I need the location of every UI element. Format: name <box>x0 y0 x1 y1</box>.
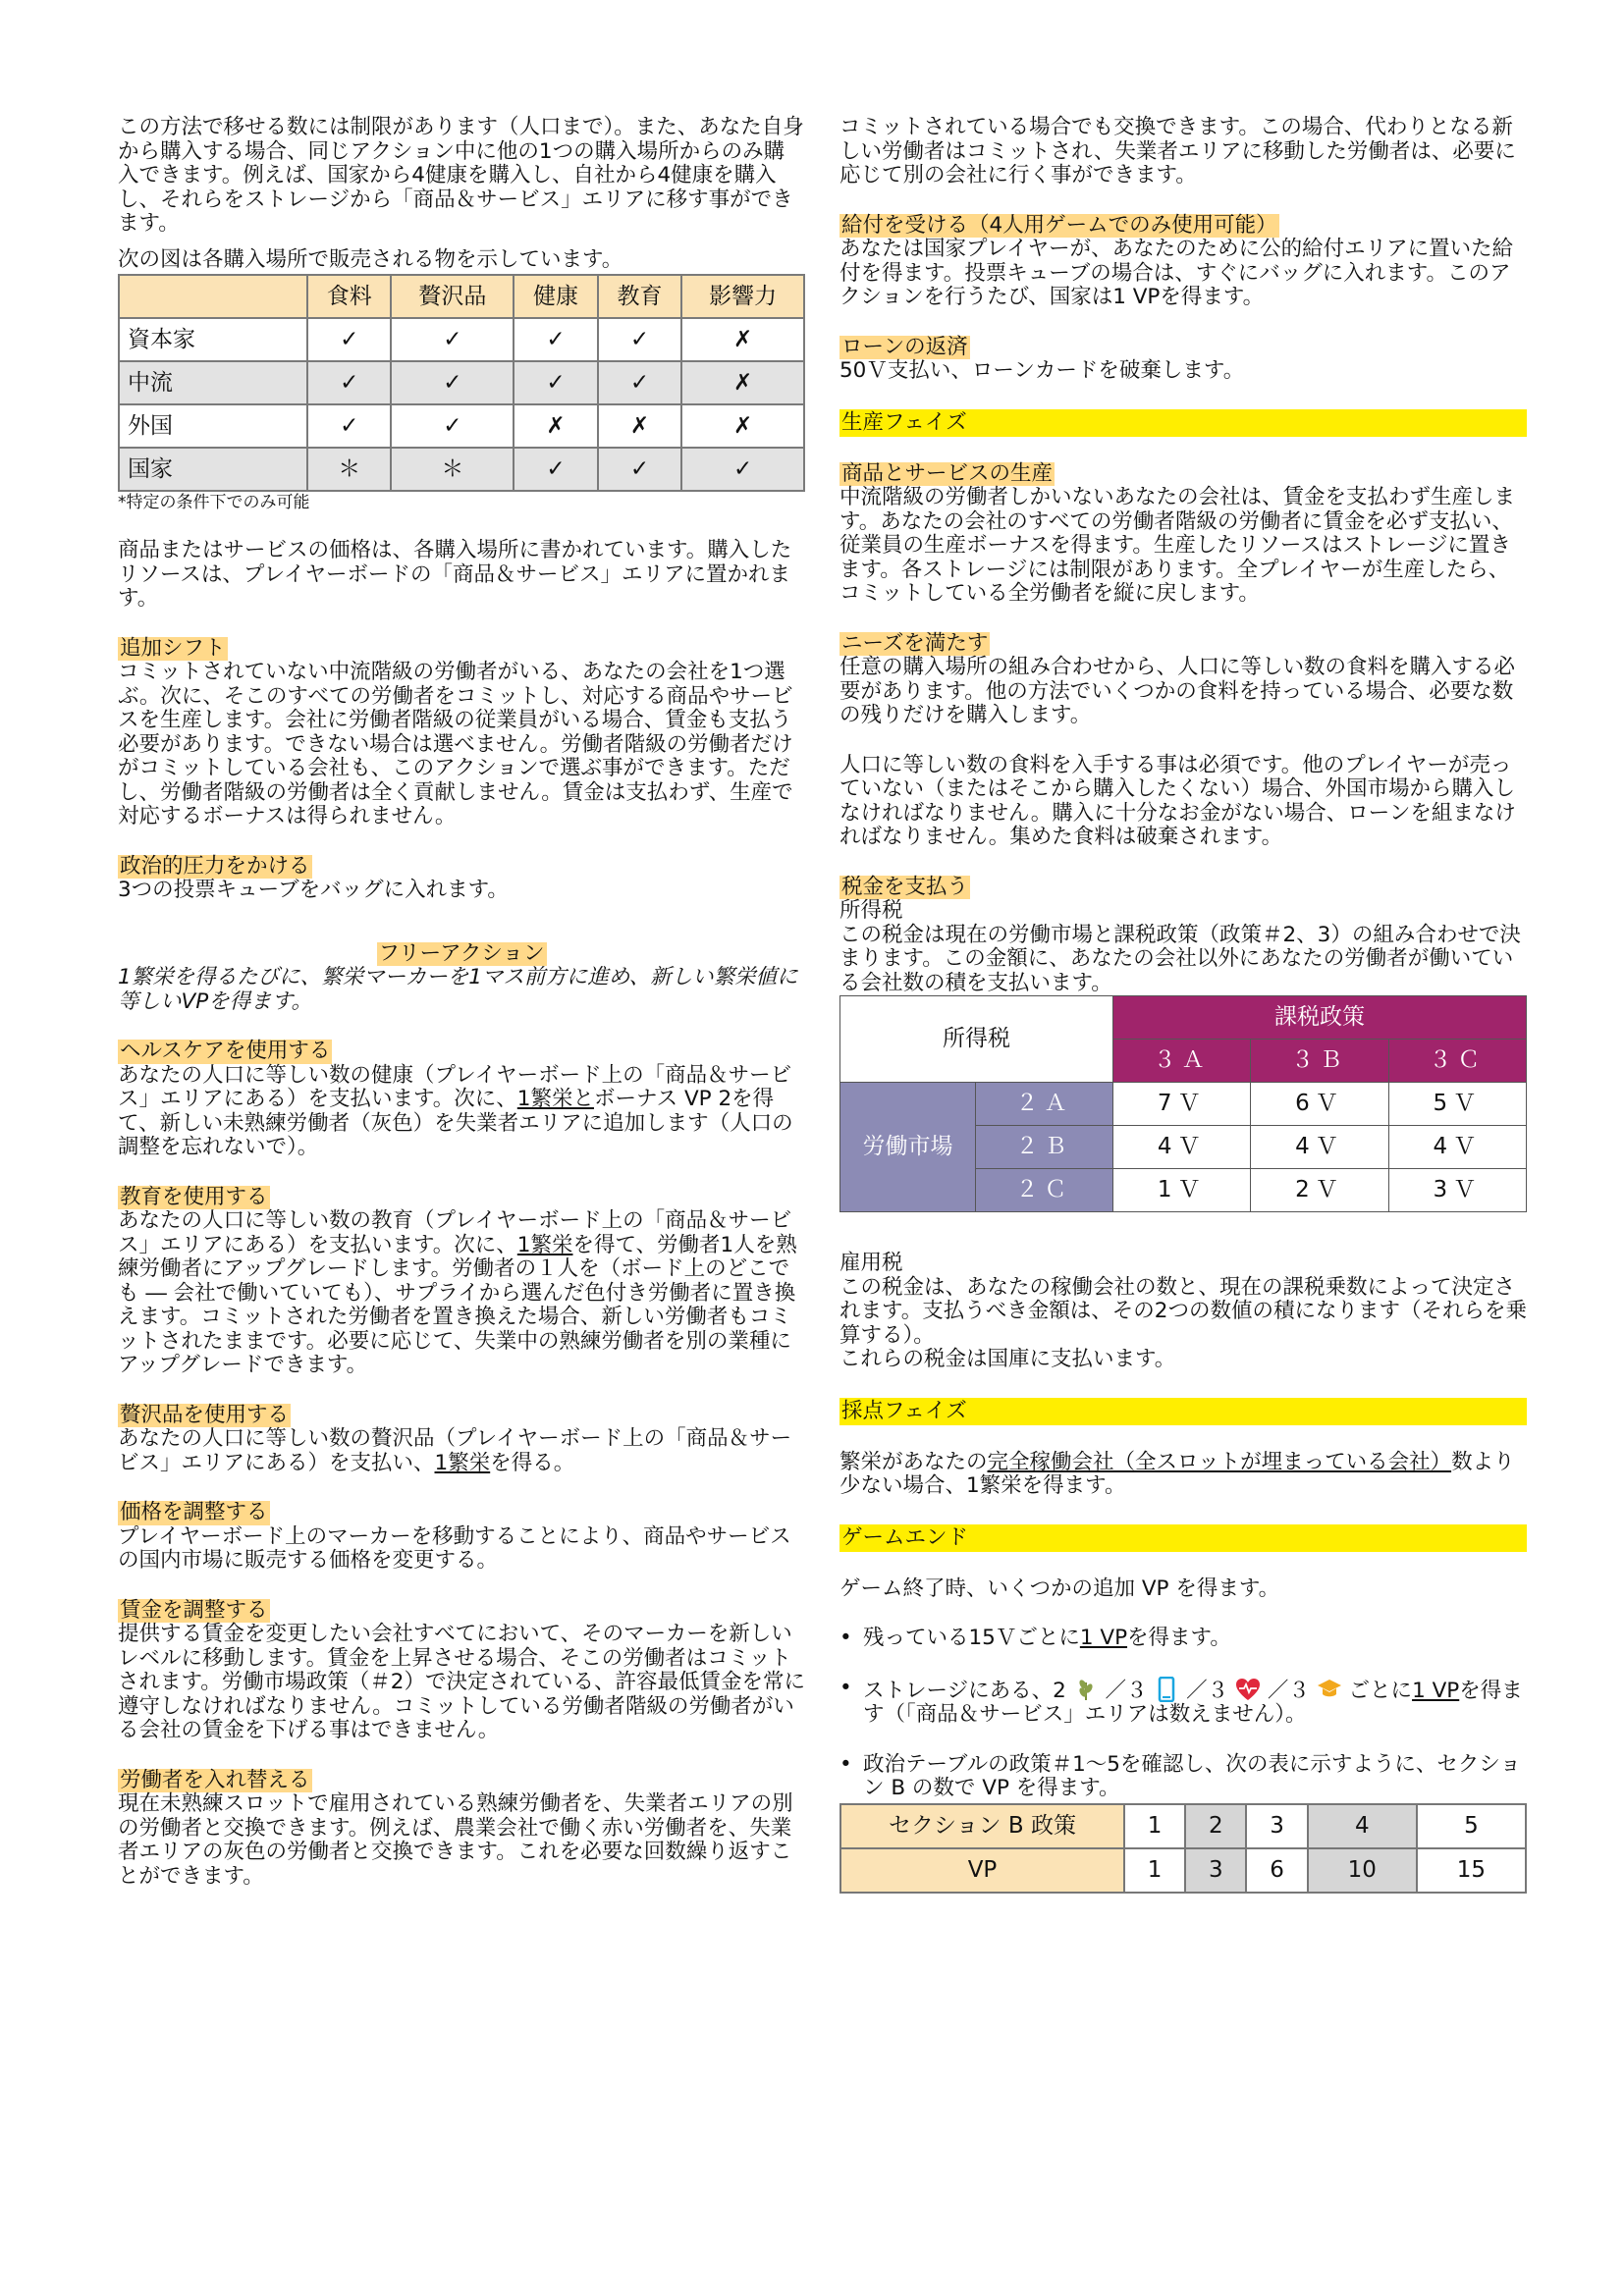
table-cell: ✗ <box>514 404 597 448</box>
healthcare-heading: ヘルスケアを使用する <box>120 1039 331 1063</box>
extra-shift-text: コミットされていない中流階級の労働者がいる、あなたの会社を1つ選ぶ。次に、そこのすべての労働者をコミットし、対応する商品やサービスを生産します。会社に労働者階級の従業員がいる場合、賃金も支払う必要があります。できない場合は選べません。労働者階級の労働者だけがコミットしている会社も、このアクションで選ぶ事ができます。ただし、労働者階級の労働者は全く貢献しません。賃金は支払わず、生産で対応するボーナスは得られません。 <box>118 660 793 828</box>
vp-cell: 6 <box>1246 1848 1307 1893</box>
swap-workers-text: 現在未熟練スロットで雇用されている熟練労働者を、失業者エリアの別の労働者と交換できます。例えば、農業会社で働く赤い労働者を、失業者エリアの灰色の労働者と交換できます。これを必要な回数繰り返すことができます。 <box>118 1791 793 1889</box>
vp-cell: 15 <box>1417 1848 1526 1893</box>
table-cell: ✓ <box>307 318 391 361</box>
goods-header-education: 教育 <box>598 275 681 318</box>
education-heading: 教育を使用する <box>120 1184 268 1209</box>
table-cell: ✓ <box>598 318 681 361</box>
table-cell: ✓ <box>391 361 514 404</box>
table-row <box>119 448 804 491</box>
vp-cell: 1 <box>1124 1804 1185 1848</box>
intro-paragraph: この方法で移せる数には制限があります（人口まで）。また、あなた自身から購入する場合、同じアクション中に他の1つの購入場所からのみ購入できます。例えば、国家から4健康を購入し、自社から4健康を購入し、それらをストレージから「商品＆サービス」エリアに移す事ができます。 <box>118 115 804 236</box>
tax-cell: 3Ｖ <box>1388 1169 1526 1212</box>
tax-cell: 4Ｖ <box>1113 1126 1251 1169</box>
vp-cell: 4 <box>1308 1804 1417 1848</box>
table-footnote: *特定の条件下でのみ可能 <box>118 493 310 512</box>
vp-cell: 3 <box>1246 1804 1307 1848</box>
extra-shift-heading: 追加シフト <box>120 635 226 661</box>
table-row <box>119 318 804 361</box>
treasury-text: これらの税金は国庫に支払います。 <box>839 1347 1176 1371</box>
tax-row-label: ２Ｂ <box>976 1126 1112 1169</box>
table-cell: ＊ <box>391 448 514 491</box>
loan-repay-text: 50Ｖ支払い、ローンカードを破棄します。 <box>839 358 1245 383</box>
row-label: 中流 <box>119 361 307 404</box>
scoring-phase-bar: 採点フェイズ <box>839 1398 1527 1425</box>
political-pressure-text: 3つの投票キューブをバッグに入れます。 <box>118 878 509 902</box>
tax-cell: 6Ｖ <box>1251 1083 1388 1126</box>
table-row <box>840 1848 1526 1893</box>
goods-header-food: 食料 <box>307 275 391 318</box>
list-item: • 残っている15Ｖごとに1 VPを得ます。 <box>839 1626 1231 1650</box>
table-intro: 次の図は各購入場所で販売される物を示しています。 <box>118 246 623 272</box>
vp-cell: 1 <box>1124 1848 1185 1893</box>
table-cell: ✓ <box>307 404 391 448</box>
free-action-heading: フリーアクション <box>378 940 545 966</box>
labor-market-cell <box>840 1083 1113 1212</box>
table-row <box>119 404 804 448</box>
employment-tax-text: この税金は、あなたの稼働会社の数と、現在の課税乗数によって決定されます。支払うべき金額は、その2つの数値の積になります（それらを乗算する）。 <box>839 1274 1527 1348</box>
table-cell: ✓ <box>514 318 597 361</box>
table-row <box>840 1083 1527 1126</box>
goods-header-luxury: 贅沢品 <box>391 275 514 318</box>
table-cell: ✓ <box>514 448 597 491</box>
row-label: 国家 <box>119 448 307 491</box>
table-row <box>840 1804 1526 1848</box>
row-label: 外国 <box>119 404 307 448</box>
income-tax-table <box>839 995 1527 1212</box>
tax-cell: 7Ｖ <box>1113 1083 1251 1126</box>
swap-workers-heading: 労働者を入れ替える <box>120 1767 310 1792</box>
wheat-icon <box>1073 1677 1099 1702</box>
needs-text-1: 任意の購入場所の組み合わせから、人口に等しい数の食料を購入する必要があります。他の方法でいくつかの食料を持っている場合、必要な数の残りだけを購入します。 <box>839 655 1516 727</box>
table-cell: ✓ <box>514 361 597 404</box>
tax-cell: 1Ｖ <box>1113 1169 1251 1212</box>
goods-header-corner <box>119 275 307 318</box>
goods-header-influence: 影響力 <box>681 275 804 318</box>
game-end-bar: ゲームエンド <box>839 1524 1527 1552</box>
table-row <box>119 361 804 404</box>
vp-table <box>839 1803 1527 1894</box>
tax-cell: 2Ｖ <box>1251 1169 1388 1212</box>
purchase-goods-table <box>118 274 805 492</box>
graduation-cap-icon <box>1317 1677 1342 1702</box>
table-cell: ✓ <box>391 318 514 361</box>
tax-col-header: ３Ａ <box>1113 1040 1251 1083</box>
taxes-heading: 税金を支払う <box>841 874 969 899</box>
vp-cell: 10 <box>1308 1848 1417 1893</box>
vp-row-label: セクション B 政策 <box>840 1804 1124 1848</box>
list-item: • ストレージにある、2 ／３ ／３ ／３ ごとに1 VPを得ます（「商品＆サービス」エリアは数えません）。 <box>839 1675 1523 1727</box>
table-cell: ✗ <box>681 318 804 361</box>
benefit-heading: 給付を受ける（4人用ゲームでのみ使用可能） <box>841 212 1277 238</box>
vp-row-label: VP <box>840 1848 1124 1893</box>
tax-policy-header: 課税政策 <box>1113 996 1527 1040</box>
scoring-text: 繁栄があなたの完全稼働会社（全スロットが埋まっている会社）数より少ない場合、1繁栄を得ます。 <box>839 1449 1515 1498</box>
table-cell: ＊ <box>307 448 391 491</box>
vp-cell: 2 <box>1185 1804 1246 1848</box>
phone-icon <box>1154 1677 1179 1702</box>
adjust-wage-text: 提供する賃金を変更したい会社すべてにおいて、そのマーカーを新しいレベルに移動します。賃金を上昇させる場合、そこの労働者はコミットされます。労働市場政策（＃2）で決定されている、許容最低賃金を常に遵守しなければなりません。コミットしている労働者階級の労働者がいる会社の賃金を下げる事はできません。 <box>118 1622 805 1742</box>
tax-col-header: ３Ｂ <box>1251 1040 1388 1083</box>
free-action-text: 1繁栄を得るたびに、繁栄マーカーを1マス前方に進め、新しい繁栄値に等しいVPを得ます。 <box>118 965 798 1014</box>
luxury-text: あなたの人口に等しい数の贅沢品（プレイヤーボード上の「商品＆サービス」エリアにある）を支払い、1繁栄を得る。 <box>118 1426 792 1475</box>
healthcare-text: あなたの人口に等しい数の健康（プレイヤーボード上の「商品＆サービス」エリアにある）を支払います。次に、1繁栄とボーナス VP 2を得て、新しい未熟練労働者（灰色）を失業者エリアに追加します（人口の調整を忘れないで）。 <box>118 1062 793 1159</box>
swap-workers-continued: コミットされている場合でも交換できます。この場合、代わりとなる新しい労働者はコミットされ、失業者エリアに移動した労働者は、必要に応じて別の会社に行く事ができます。 <box>839 115 1516 187</box>
list-item: • 政治テーブルの政策＃1～5を確認し、次の表に示すように、セクション B の数で VP を得ます。 <box>839 1751 1521 1800</box>
table-cell: ✓ <box>598 361 681 404</box>
income-tax-text: この税金は現在の労働市場と課税政策（政策＃2、3）の組み合わせで決まります。この金額に、あなたの会社以外にあなたの労働者が働いている会社数の積を支払います。 <box>839 922 1521 995</box>
right-column <box>839 116 1527 1894</box>
table-cell: ✓ <box>307 361 391 404</box>
political-pressure-heading: 政治的圧力をかける <box>120 853 310 879</box>
vp-cell: 5 <box>1417 1804 1526 1848</box>
table-cell: ✗ <box>598 404 681 448</box>
tax-corner-label: 所得税 <box>840 996 1113 1083</box>
game-end-intro: ゲーム終了時、いくつかの追加 VP を得ます。 <box>839 1575 1280 1601</box>
table-cell: ✓ <box>681 448 804 491</box>
vp-cell: 3 <box>1185 1848 1246 1893</box>
education-text: あなたの人口に等しい数の教育（プレイヤーボード上の「商品＆サービス」エリアにある）を支払います。次に、1繁栄を得て、労働者1人を熟練労働者にアップグレードします。労働者の１人を（ボード上のどこでも ― 会社で働いていても）、サプライから選んだ色付き労働者に置き換えます。コミットされた労働者を置き換えた場合、新しい労働者もコミットされたままです。必要に応じて、失業中の熟練労働者を別の業種にアップグレードできます。 <box>118 1208 797 1377</box>
table-cell: ✓ <box>391 404 514 448</box>
tax-cell: 4Ｖ <box>1388 1126 1526 1169</box>
loan-repay-heading: ローンの返済 <box>841 334 968 359</box>
production-heading: 商品とサービスの生産 <box>841 460 1054 486</box>
tax-row-label: ２Ａ <box>976 1083 1112 1126</box>
table-cell: ✓ <box>598 448 681 491</box>
needs-heading: ニーズを満たす <box>841 630 989 656</box>
luxury-heading: 贅沢品を使用する <box>120 1402 290 1427</box>
adjust-wage-heading: 賃金を調整する <box>120 1597 268 1623</box>
needs-text-2: 人口に等しい数の食料を入手する事は必須です。他のプレイヤーが売っていない（またはそこから購入したくない）場合、外国市場から購入しなければなりません。購入に十分なお金がない場合、ローンを組まなければなりません。集めた食料は破棄されます。 <box>839 752 1516 849</box>
tax-col-header: ３Ｃ <box>1388 1040 1526 1083</box>
production-phase-bar: 生産フェイズ <box>839 409 1527 437</box>
labor-market-label: 労働市場 <box>840 1083 976 1211</box>
tax-cell: 5Ｖ <box>1388 1083 1526 1126</box>
benefit-text: あなたは国家プレイヤーが、あなたのために公的給付エリアに置いた給付を得ます。投票キューブの場合は、すぐにバッグに入れます。このアクションを行うたび、国家は1 VPを得ます。 <box>839 237 1514 309</box>
price-paragraph: 商品またはサービスの価格は、各購入場所に書かれています。購入したリソースは、プレイヤーボードの「商品＆サービス」エリアに置かれます。 <box>118 538 792 611</box>
income-tax-subheading: 所得税 <box>839 898 903 923</box>
adjust-price-text: プレイヤーボード上のマーカーを移動することにより、商品やサービスの国内市場に販売する価格を変更する。 <box>118 1523 791 1573</box>
left-column <box>118 116 805 1889</box>
table-cell: ✗ <box>681 361 804 404</box>
row-label: 資本家 <box>119 318 307 361</box>
heart-icon <box>1235 1677 1261 1702</box>
employment-tax-subheading: 雇用税 <box>839 1251 903 1275</box>
adjust-price-heading: 価格を調整する <box>120 1500 268 1524</box>
tax-row-label: ２Ｃ <box>1015 1177 1073 1202</box>
goods-header-health: 健康 <box>514 275 597 318</box>
table-cell: ✗ <box>681 404 804 448</box>
production-text: 中流階級の労働者しかいないあなたの会社は、賃金を支払わず生産します。あなたの会社のすべての労働者階級の労働者に賃金を必ず支払い、従業員の生産ボーナスを得ます。生産したリソースはストレージに置きます。各ストレージには制限があります。全プレイヤーが生産したら、コミットしている全労働者を縦に戻します。 <box>839 485 1516 606</box>
tax-cell: 4Ｖ <box>1251 1126 1388 1169</box>
